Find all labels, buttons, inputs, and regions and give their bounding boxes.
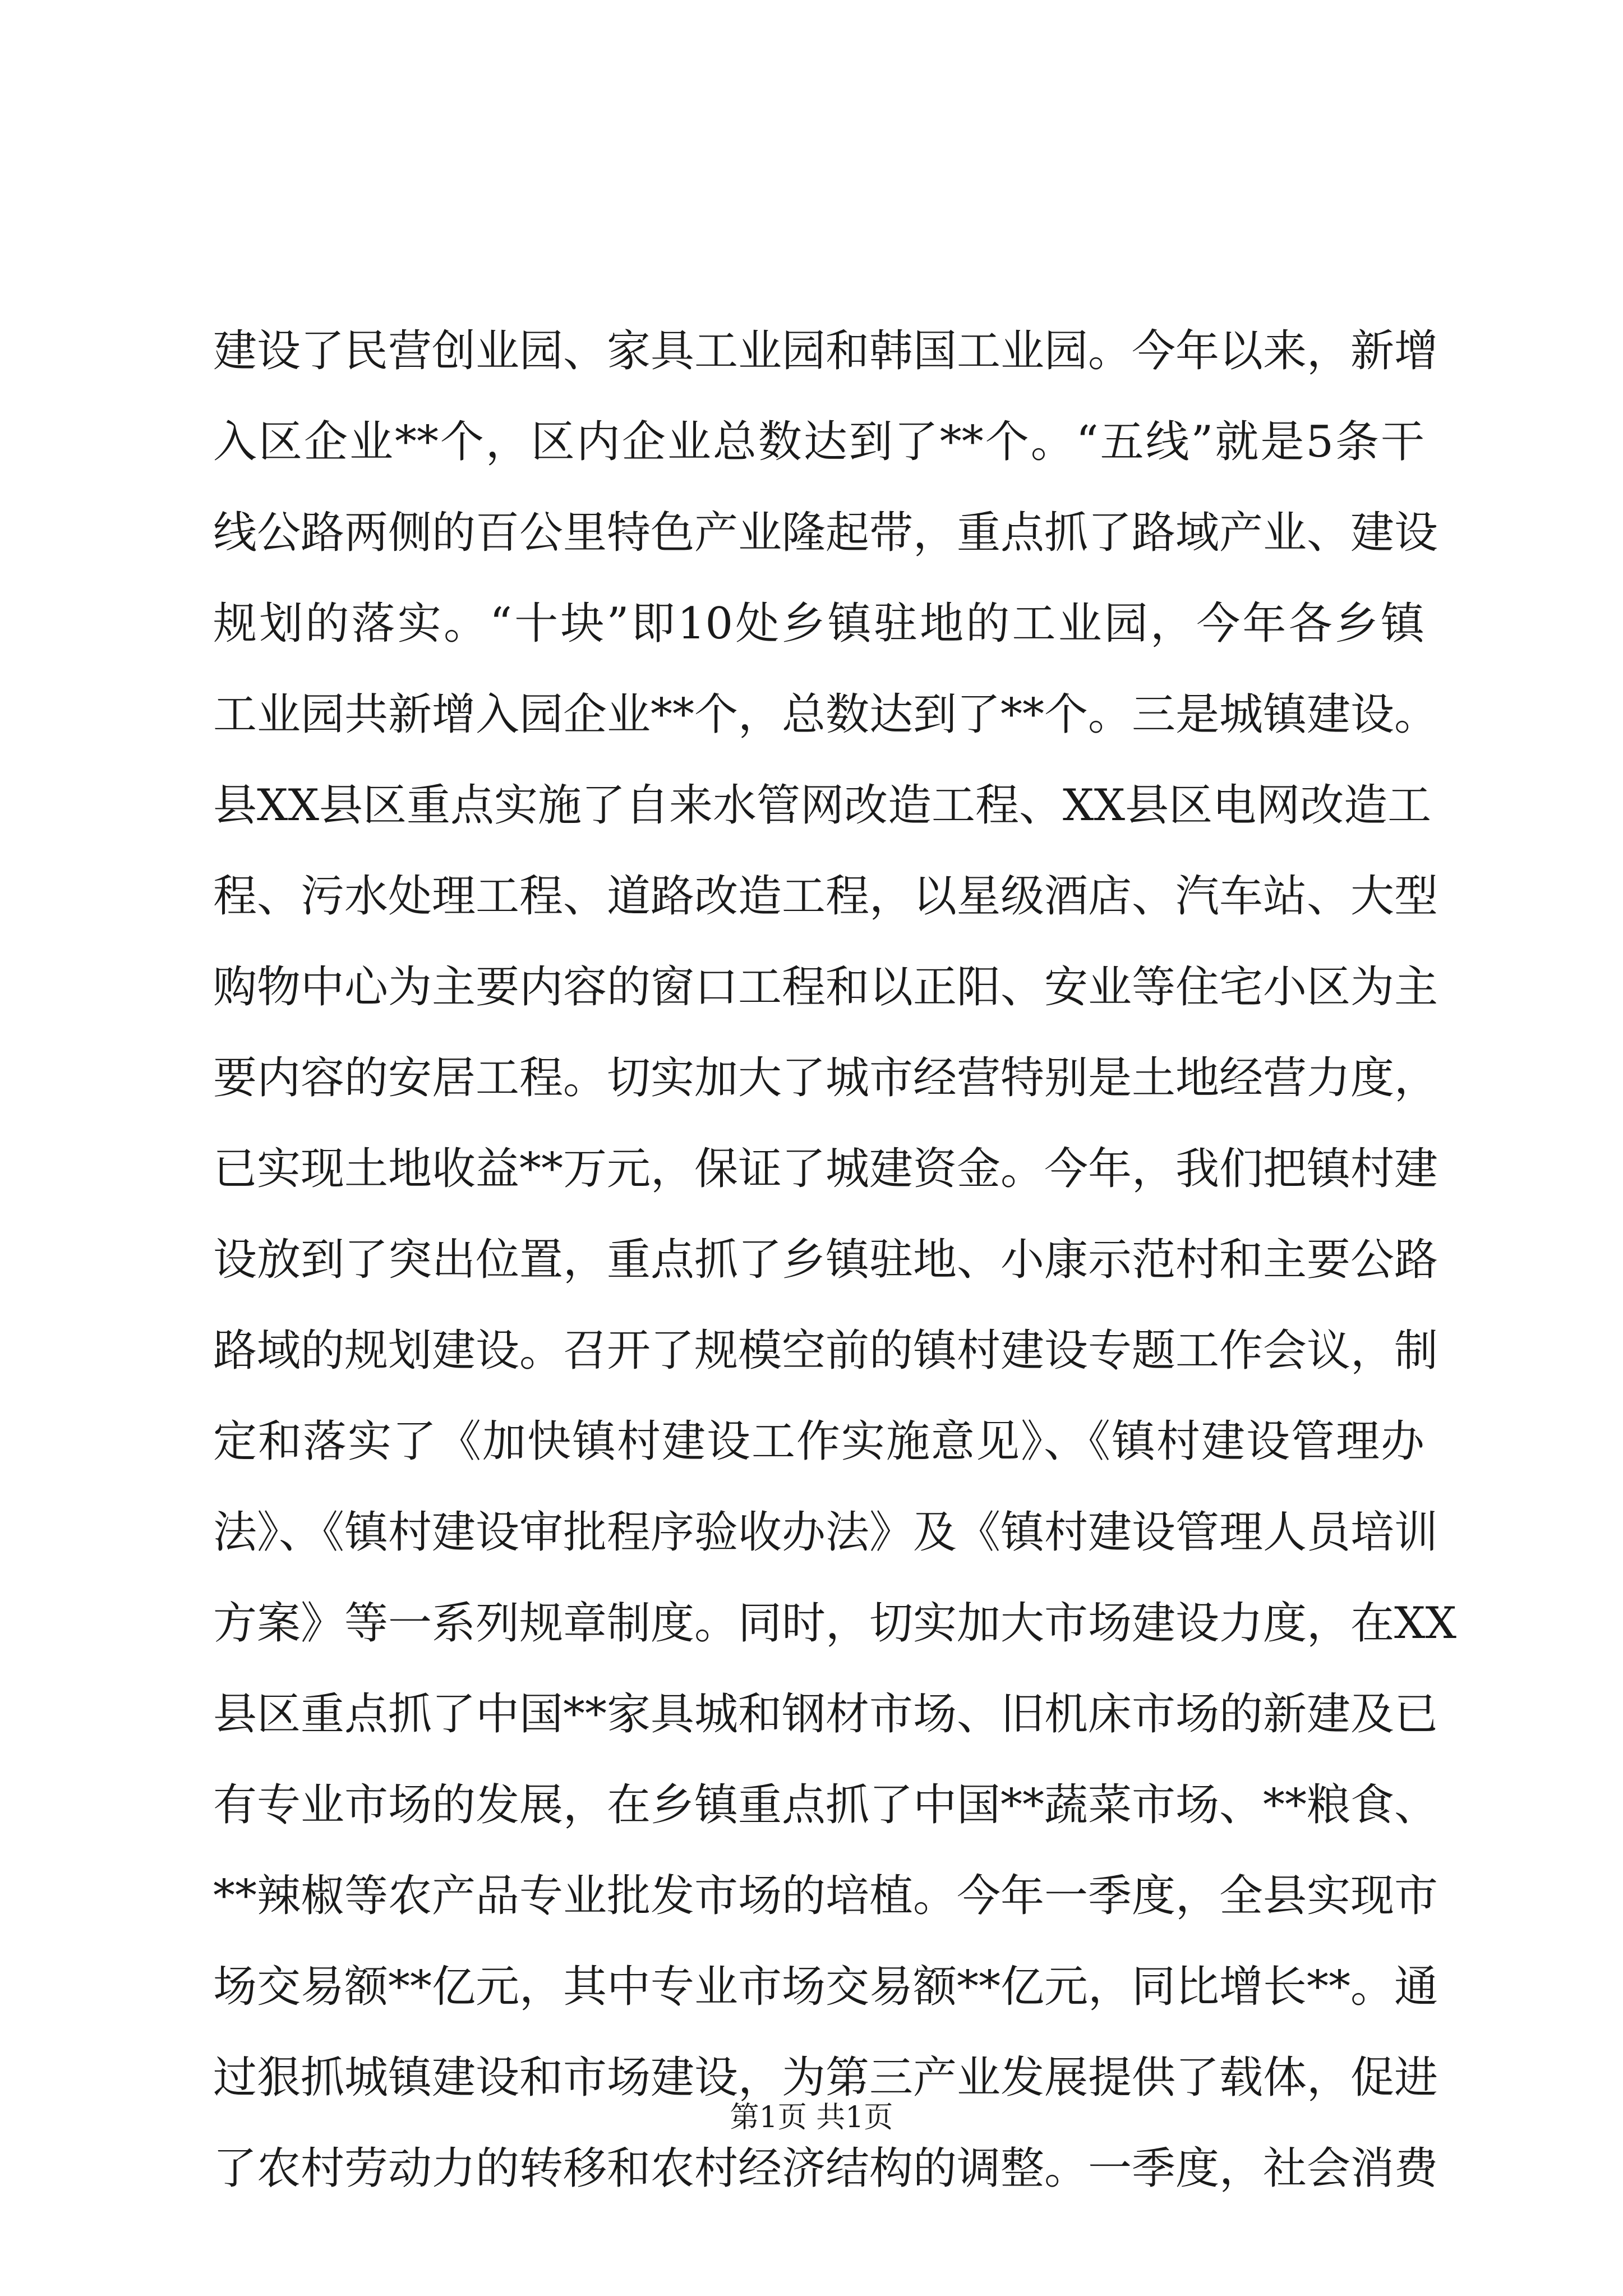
text-line: 法》、《镇村建设审批程序验收办法》及《镇村建设管理人员培训	[213, 1507, 1438, 1558]
text-line: 要内容的安居工程。切实加大了城市经营特别是土地经营力度，	[213, 1053, 1438, 1103]
text-line: 县区重点抓了中国**家具城和钢材市场、旧机床市场的新建及已	[213, 1689, 1438, 1740]
text-line: 入区企业**个，区内企业总数达到了**个。“五线”就是5条干	[213, 417, 1424, 467]
text-line: 场交易额**亿元，其中专业市场交易额**亿元，同比增长**。通	[213, 1962, 1438, 2012]
text-line: 程、污水处理工程、道路改造工程，以星级酒店、汽车站、大型	[213, 871, 1438, 922]
text-line: 有专业市场的发展，在乡镇重点抓了中国**蔬菜市场、**粮食、	[213, 1780, 1438, 1830]
text-line: 线公路两侧的百公里特色产业隆起带，重点抓了路域产业、建设	[213, 508, 1438, 558]
text-line: 购物中心为主要内容的窗口工程和以正阳、安业等住宅小区为主	[213, 962, 1438, 1013]
text-line: 定和落实了《加快镇村建设工作实施意见》、《镇村建设管理办	[213, 1416, 1424, 1467]
text-line: 过狠抓城镇建设和市场建设，为第三产业发展提供了载体，促进	[213, 2053, 1438, 2103]
text-line: 工业园共新增入园企业**个，总数达到了**个。三是城镇建设。	[213, 689, 1438, 740]
text-line: 规划的落实。“十块”即10处乡镇驻地的工业园，今年各乡镇	[213, 599, 1424, 649]
text-line: 路域的规划建设。召开了规模空前的镇村建设专题工作会议，制	[213, 1326, 1438, 1376]
text-line: 已实现土地收益**万元，保证了城建资金。今年，我们把镇村建	[213, 1144, 1438, 1194]
page-number-footer: 第1页 共1页	[730, 2101, 893, 2134]
text-line: 设放到了突出位置，重点抓了乡镇驻地、小康示范村和主要公路	[213, 1235, 1438, 1285]
text-line: 县XX县区重点实施了自来水管网改造工程、XX县区电网改造工	[213, 780, 1432, 831]
body-paragraph	[213, 306, 1457, 2214]
text-line: 方案》等一系列规章制度。同时，切实加大市场建设力度，在XX	[213, 1598, 1457, 1649]
text-line: **辣椒等农产品专业批发市场的培植。今年一季度，全县实现市	[213, 1871, 1438, 1921]
text-line: 建设了民营创业园、家具工业园和韩国工业园。今年以来，新增	[213, 326, 1438, 376]
text-line: 了农村劳动力的转移和农村经济结构的调整。一季度，社会消费	[213, 2143, 1438, 2194]
